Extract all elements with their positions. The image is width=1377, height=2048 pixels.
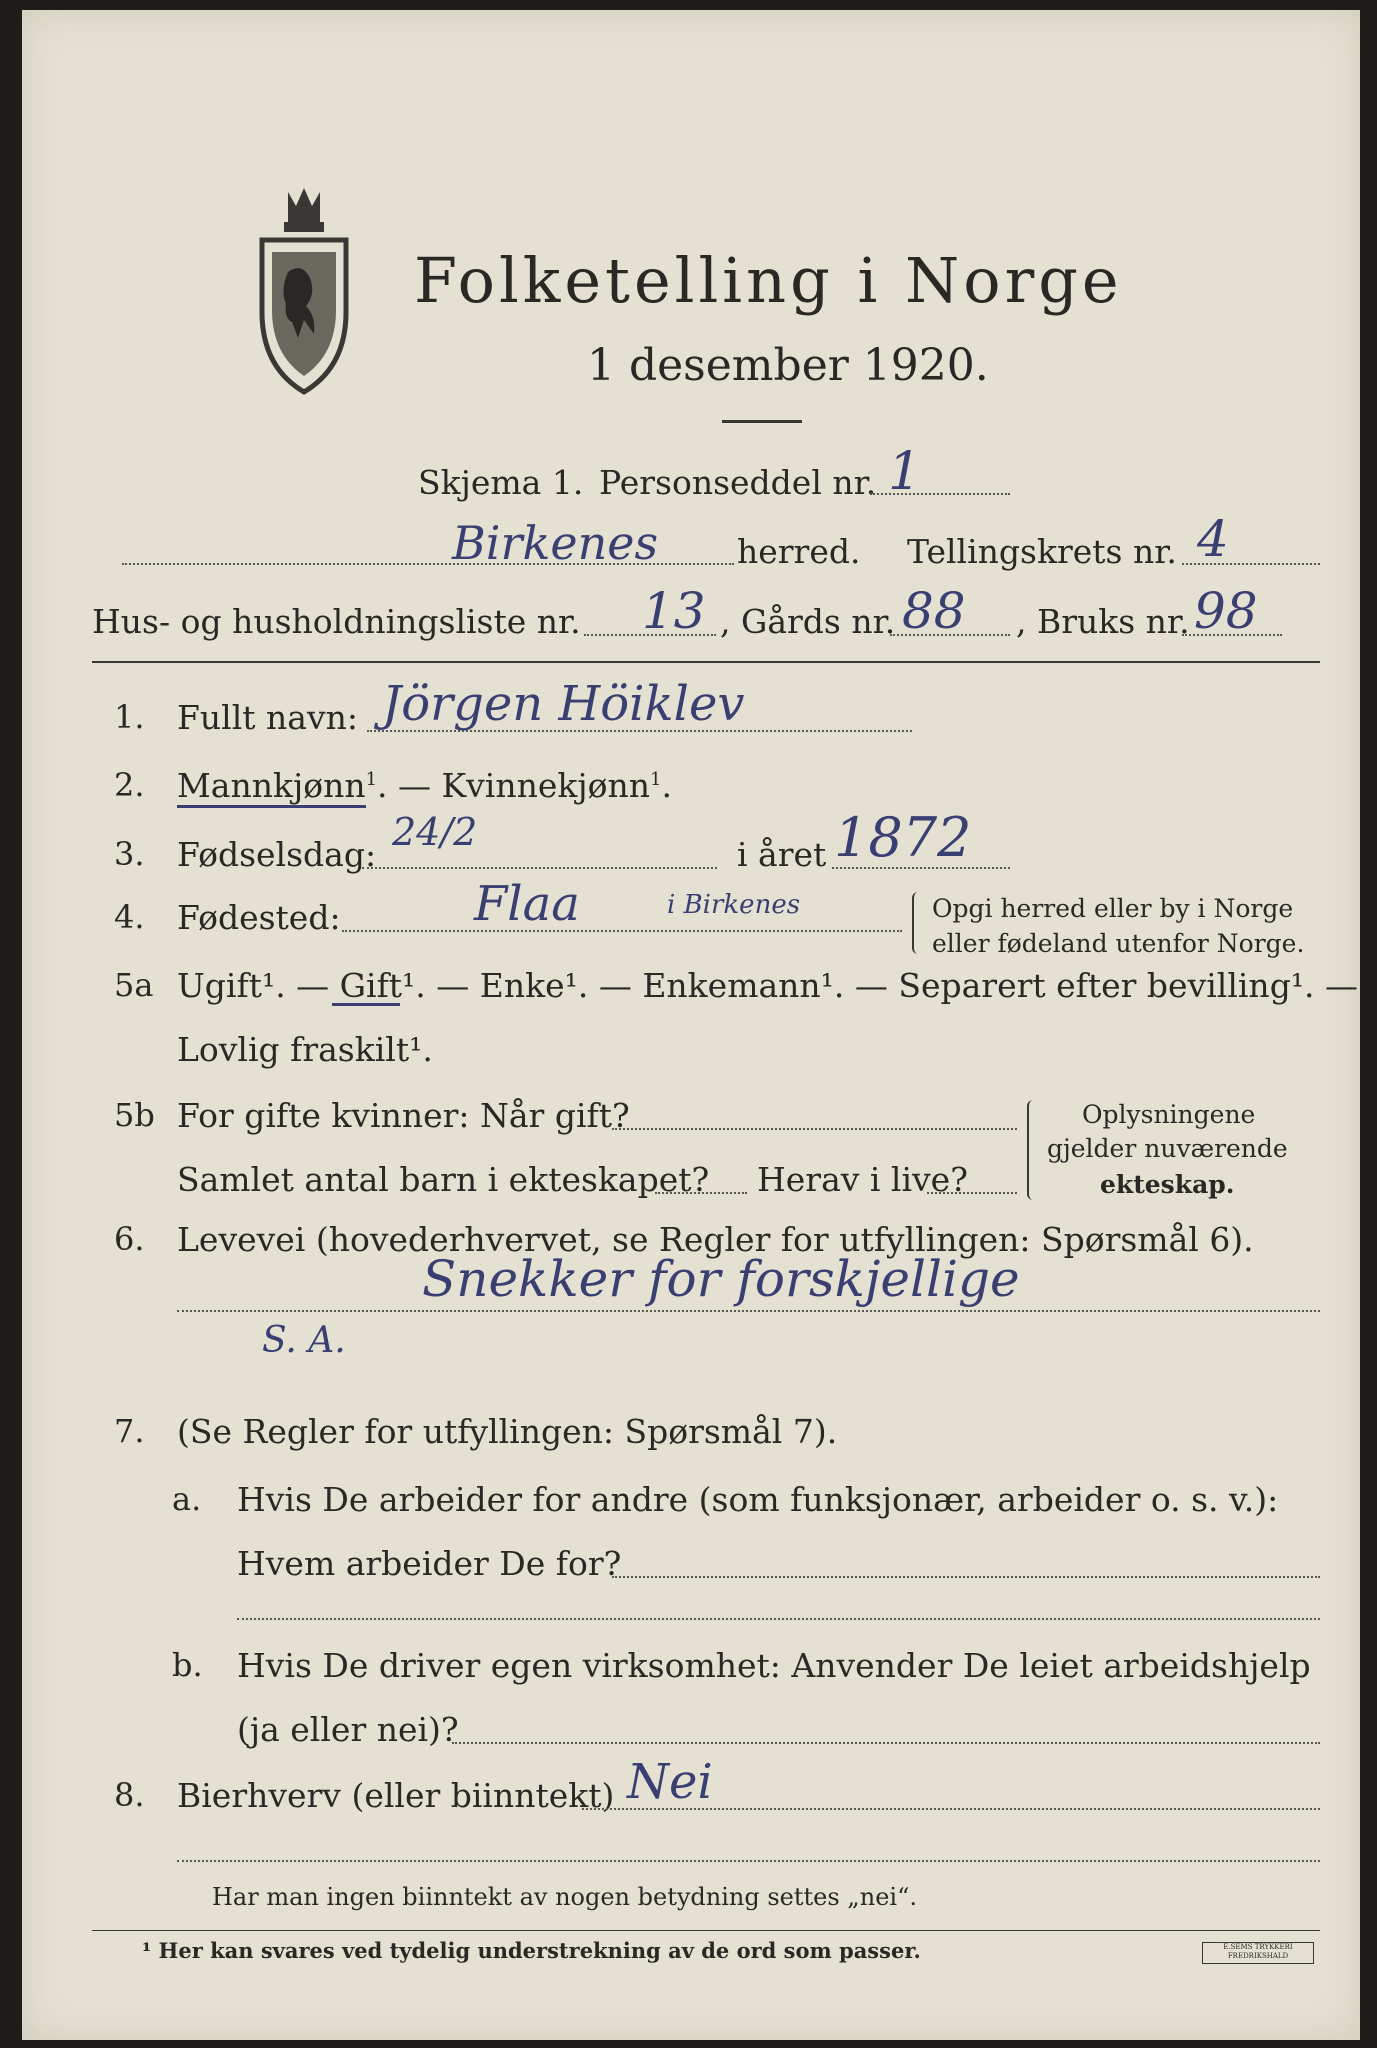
q5b-children-label: Samlet antal barn i ekteskapet? (177, 1160, 710, 1199)
q2-number: 2. (114, 766, 145, 804)
q7a-field[interactable] (612, 1576, 1320, 1578)
form-title: Folketelling i Norge (414, 244, 1123, 317)
q6-value: Snekker for forskjellige (422, 1250, 1020, 1308)
q5a-gift-underline (332, 1003, 400, 1006)
q3-label: Fødselsdag: (177, 835, 377, 874)
q6-field[interactable] (177, 1310, 1320, 1312)
q7-label: (Se Regler for utfyllingen: Spørsmål 7). (177, 1412, 838, 1451)
q4-brace (912, 892, 922, 954)
personseddel-value: 1 (888, 442, 922, 502)
q7b-number: b. (172, 1646, 203, 1684)
q3-number: 3. (114, 835, 145, 873)
q6-label: Levevei (hovederhvervet, se Regler for utfyllingen: Spørsmål 6). (177, 1220, 1254, 1259)
herred-label: herred. (737, 532, 861, 571)
q2-sup2: 1 (650, 769, 662, 790)
q7b-line-1: Hvis De driver egen virksomhet: Anvender De leiet arbeidshjelp (237, 1646, 1311, 1685)
q4-note-2: eller fødeland utenfor Norge. (932, 929, 1305, 958)
q5b-note-2: gjelder nuværende (1047, 1134, 1288, 1163)
personseddel-label: Personseddel nr. (599, 463, 877, 502)
q5b-number: 5b (114, 1096, 155, 1134)
q2-options (177, 766, 672, 805)
q3-year-value: 1872 (834, 806, 972, 869)
tellingskrets-value: 4 (1197, 510, 1229, 568)
hus-label: Hus- og husholdningsliste nr. (92, 602, 581, 641)
q7a-line-1: Hvis De arbeider for andre (som funksjonær, arbeider o. s. v.): (237, 1480, 1279, 1519)
printer-stamp: E.SEMS TRYKKERI FREDRIKSHALD (1202, 1942, 1314, 1964)
q3-value: 24/2 (392, 810, 478, 854)
q8-value: Nei (627, 1754, 713, 1810)
form-date: 1 desember 1920. (587, 340, 989, 391)
footer-divider (92, 1930, 1320, 1931)
q4-label: Fødested: (177, 898, 341, 937)
q5b-line-1: For gifte kvinner: Når gift? (177, 1096, 630, 1135)
bruks-value: 98 (1194, 582, 1258, 640)
q3-field[interactable] (362, 867, 717, 869)
herred-value: Birkenes (452, 516, 659, 570)
q5b-brace (1027, 1100, 1037, 1200)
tellingskrets-label: Tellingskrets nr. (907, 532, 1177, 571)
q4-value-2: i Birkenes (667, 890, 801, 920)
q7b-line-2: (ja eller nei)? (237, 1710, 459, 1749)
q7-number: 7. (114, 1412, 145, 1450)
footnote: ¹ Her kan svares ved tydelig understrekning av de ord som passer. (142, 1938, 921, 1963)
bruks-label: , Bruks nr. (1016, 602, 1190, 641)
q7b-field[interactable] (452, 1742, 1320, 1744)
q2-sep: . — (377, 766, 442, 805)
footer-note: Har man ingen biinntekt av nogen betydning settes „nei“. (212, 1883, 917, 1911)
q2-sup: 1 (365, 769, 378, 790)
q8-field-2[interactable] (177, 1860, 1320, 1862)
q1-number: 1. (114, 698, 145, 736)
q5a-options-2: Lovlig fraskilt¹. (177, 1030, 433, 1069)
q7a-number: a. (172, 1480, 202, 1518)
coat-of-arms-icon (250, 182, 358, 397)
q6-value-2: S. A. (262, 1320, 346, 1361)
q5b-married-field[interactable] (612, 1128, 1017, 1130)
gaards-value: 88 (902, 582, 966, 640)
header-divider (92, 661, 1320, 663)
gaards-label: , Gårds nr. (720, 602, 896, 641)
q4-number: 4. (114, 898, 145, 936)
q5b-note-3: ekteskap. (1100, 1170, 1235, 1199)
q1-label: Fullt navn: (177, 698, 358, 737)
q4-field[interactable] (342, 930, 902, 932)
q7a-field-2[interactable] (237, 1618, 1320, 1620)
q6-number: 6. (114, 1220, 145, 1258)
q5b-alive-label: Herav i live? (757, 1160, 968, 1199)
hus-value: 13 (642, 582, 706, 640)
q2-female-option[interactable]: Kvinnekjønn (441, 766, 651, 805)
q1-value: Jörgen Höiklev (382, 676, 745, 732)
q5b-alive-field[interactable] (927, 1192, 1017, 1194)
q5b-note-1: Oplysningene (1082, 1100, 1256, 1129)
q8-number: 8. (114, 1776, 145, 1814)
census-form-page (22, 10, 1360, 2040)
q5a-number: 5a (114, 966, 154, 1004)
title-divider (722, 420, 802, 423)
q3-year-label: i året (737, 835, 827, 874)
q5a-options: Ugift¹. — Gift¹. — Enke¹. — Enkemann¹. — Separert efter bevilling¹. — (177, 966, 1359, 1005)
q7a-line-2: Hvem arbeider De for? (237, 1544, 622, 1583)
q4-note-1: Opgi herred eller by i Norge (932, 894, 1294, 923)
q4-value: Flaa (474, 876, 580, 932)
q2-male-option[interactable]: Mannkjønn (177, 766, 366, 808)
schema-label: Skjema 1. (418, 463, 584, 502)
q8-label: Bierhverv (eller biinntekt) (177, 1776, 615, 1815)
q2-end: . (661, 766, 672, 805)
q5b-children-field[interactable] (655, 1192, 747, 1194)
